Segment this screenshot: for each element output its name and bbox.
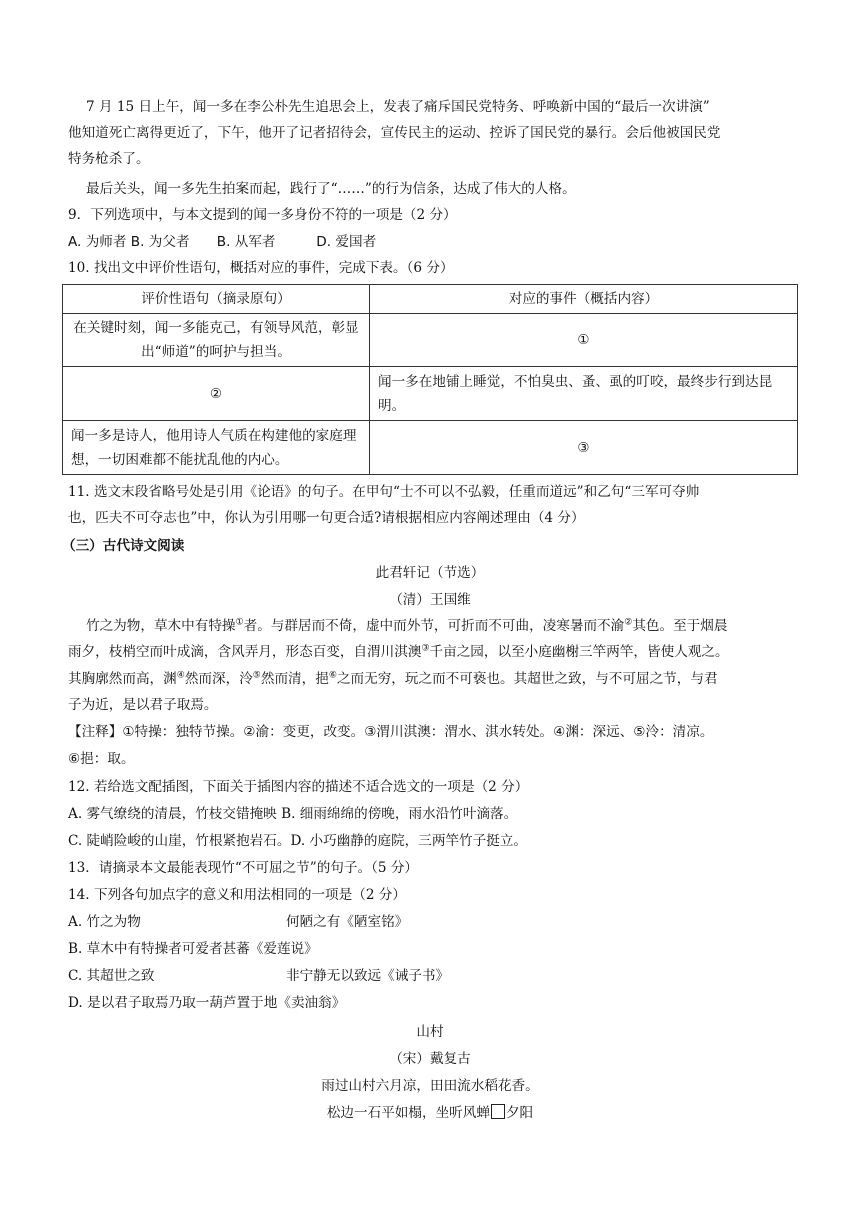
footnote-marker: ④	[176, 670, 185, 681]
question-11-line: 也，匹夫不可夺志也”中，你认为引用哪一句更合适?请根据相应内容阐述理由（4 分）	[68, 510, 585, 526]
question-12-stem: 12. 若给选文配插图，下面关于插图内容的描述不适合选文的一项是（2 分）	[68, 779, 529, 795]
table-row	[63, 367, 798, 421]
essay-author: （清）王国维	[389, 592, 471, 608]
table-cell-quote: 闻一多是诗人，他用诗人气质在构建他的家庭理想，一切困难都不能扰乱他的内心。	[63, 421, 370, 475]
essay-line: 竹之为物，草木中有特操①者。与群居而不倚，虚中而外节，可折而不可曲，凌寒暑而不渝②其色。至于烟晨	[86, 617, 728, 634]
footnote-marker: ②	[624, 617, 633, 628]
essay-line: 子为近，是以君子取焉。	[68, 697, 218, 713]
missing-character-box[interactable]	[491, 1104, 505, 1119]
table-row	[63, 314, 798, 367]
question-14-option-a-compare: 何陋之有《陋室铭》	[286, 914, 409, 930]
question-12-options: A. 雾气缭绕的清晨，竹枝交错掩映 B. 细雨绵绵的傍晚，雨水沿竹叶滴落。	[68, 806, 518, 822]
essay-notes: ⑥挹：取。	[68, 751, 135, 767]
poem-line: 松边一石平如榻，坐听风蝉 夕阳	[326, 1105, 534, 1121]
question-14-option-b: B. 草木中有特操者可爱者甚蕃《爱莲说》	[68, 941, 318, 957]
table-cell-event: 闻一多在地铺上睡觉，不怕臭虫、蚤、虱的叮咬，最终步行到达昆明。	[370, 367, 798, 421]
question-11-line: 11. 选文末段省略号处是引用《论语》的句子。在甲句“士不可以不弘毅，任重而道远”和乙句“三军可夺帅	[68, 484, 700, 500]
poem-line: 雨过山村六月凉，田田流水稻花香。	[321, 1078, 539, 1094]
question-14-option-c: C. 其超世之致	[68, 968, 155, 984]
table-cell-answer-blank[interactable]: ①	[370, 314, 798, 367]
table-cell-answer-blank[interactable]: ③	[370, 421, 798, 475]
footnote-marker: ③	[421, 643, 430, 654]
poem-title: 山村	[416, 1024, 444, 1040]
poem-author: （宋）戴复古	[389, 1051, 471, 1067]
essay-title: 此君轩记（节选）	[375, 565, 485, 581]
section-heading: （三）古代诗文阅读	[62, 538, 185, 554]
question-14-option-a: A. 竹之为物	[68, 914, 141, 930]
essay-line: 其胸廓然而高，渊④然而深，泠⑤然而清，挹⑥之而无穷，玩之而不可亵也。其超世之致，与不可屈之节，与君	[68, 670, 718, 687]
footnote-marker: ⑤	[252, 670, 261, 681]
table-header-left: 评价性语句（摘录原句）	[63, 285, 370, 314]
table-row	[63, 421, 798, 475]
table-cell-answer-blank[interactable]: ②	[63, 367, 370, 421]
question-14-option-d: D. 是以君子取焉乃取一葫芦置于地《卖油翁》	[68, 995, 346, 1011]
question-12-options: C. 陡峭险峻的山崖，竹根紧抱岩石。D. 小巧幽静的庭院，三两竿竹子挺立。	[68, 833, 528, 849]
question-14-stem: 14. 下列各句加点字的意义和用法相同的一项是（2 分）	[68, 887, 406, 903]
question-9-options: A. 为师者 B. 为父者 B. 从军者 D. 爱国者	[68, 234, 377, 250]
table-cell-quote: 在关键时刻，闻一多能克己，有领导风范，彰显出“师道”的呵护与担当。	[63, 314, 370, 367]
table-header-right: 对应的事件（概括内容）	[370, 285, 798, 314]
evaluation-table	[62, 284, 798, 475]
question-10-stem: 10. 找出文中评价性语句，概括对应的事件，完成下表。（6 分）	[68, 260, 454, 276]
table-header-row	[63, 285, 798, 314]
passage-closing-paragraph: 最后关头，闻一多先生拍案而起，践行了“……”的行为信条，达成了伟大的人格。	[86, 181, 576, 197]
essay-line: 雨夕，枝梢空而叶成滴，含风弄月，形态百变，自渭川淇澳③千亩之园，以至小庭幽榭三竿两竿，皆使人观之。	[68, 643, 729, 660]
essay-notes: 【注释】①特操：独特节操。②渝：变更，改变。③渭川淇澳：渭水、淇水转处。④渊：深远、⑤泠：清凉。	[68, 724, 714, 740]
question-14-option-c-compare: 非宁静无以致远《诫子书》	[286, 968, 450, 984]
footnote-marker: ①	[235, 617, 244, 628]
footnote-marker: ⑥	[328, 670, 337, 681]
passage-line: 特务枪杀了。	[68, 151, 150, 167]
question-9-stem: 9．下列选项中，与本文提到的闻一多身份不符的一项是（2 分）	[68, 207, 457, 223]
passage-line: 7 月 15 日上午，闻一多在李公朴先生追思会上，发表了痛斥国民党特务、呼唤新中国的“最后一次讲演”	[86, 99, 710, 115]
question-13-stem: 13．请摘录本文最能表现竹“不可屈之节”的句子。（5 分）	[68, 860, 419, 876]
passage-line: 他知道死亡离得更近了，下午，他开了记者招待会，宣传民主的运动、控诉了国民党的暴行。会后他被国民党	[68, 125, 721, 141]
